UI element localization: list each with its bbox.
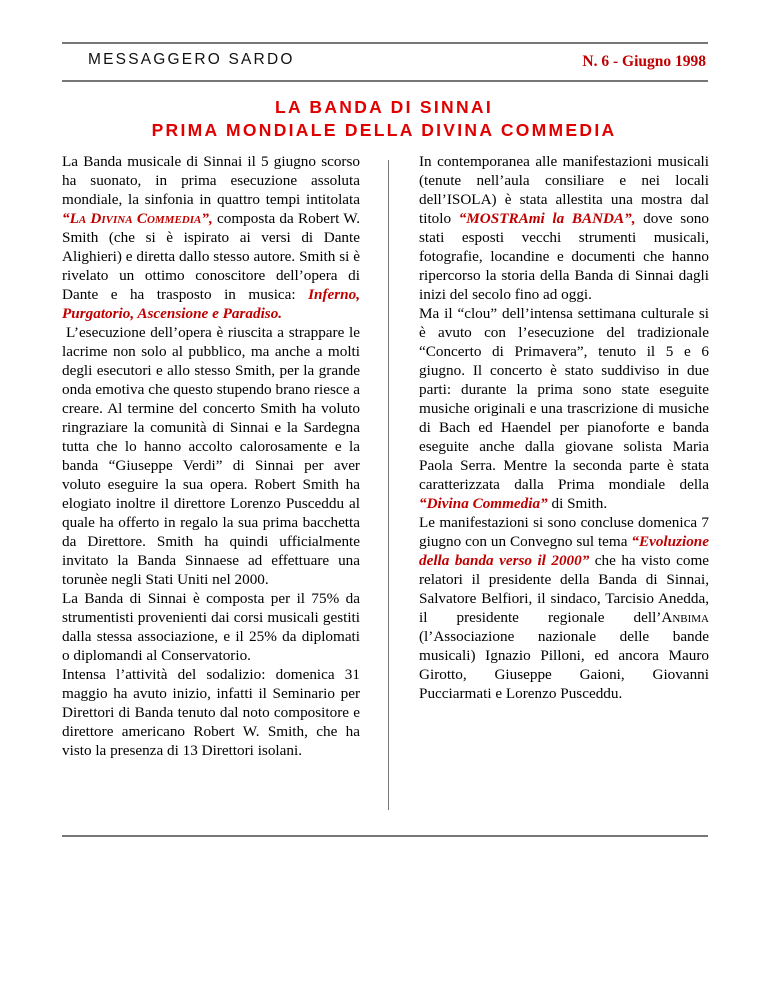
highlight-movements: Inferno, Purgatorio, Ascensione e Paradiso. bbox=[62, 286, 360, 322]
text-run: di Smith. bbox=[547, 495, 608, 512]
article-title-line2: PRIMA MONDIALE DELLA DIVINA COMMEDIA bbox=[151, 120, 617, 140]
text-run: La Banda musicale di Sinnai il 5 giugno scorso ha suonato, in prima esecuzione assoluta mondiale, la sinfonia in quattro tempi intitolata bbox=[62, 153, 360, 208]
text-run: Ma il “clou” dell’intensa settimana culturale si è avuto con l’esecuzione del tradizionale “Concerto di Primavera”, tenuto il 5 e 6 giugno. Il concerto è stato suddiviso in due parti: durante la prima sono state eseguite musiche originali e una trascrizione di musiche di Bach ed Haendel per pianoforte e banda eseguite anche dalla giovane solista Maria Paola Serra. Mentre la seconda parte è stata caratterizzata dalla Prima mondiale della bbox=[419, 305, 709, 493]
right-paragraph-1 bbox=[419, 152, 709, 304]
text-run: (l’Associazione nazionale delle bande musicali) Ignazio Pilloni, ed ancora Mauro Girotto, Giuseppe Gaioni, Giovanni Pucciarmati e Lorenzo Pusceddu. bbox=[419, 628, 709, 702]
header-top-rule bbox=[62, 42, 708, 44]
text-run: che ha visto come relatori il presidente della Banda di Sinnai, Salvatore Belfiori, il sindaco, Tarcisio Anedda, il presidente regionale dell’ bbox=[419, 552, 709, 626]
publication-name: MESSAGGERO SARDO bbox=[88, 51, 295, 68]
right-column bbox=[419, 152, 709, 703]
text-run: composta da Robert W. Smith (che si è ispirato ai versi di Dante Alighieri) e diretta dallo stesso autore. Smith si è rivelato un ottimo conoscitore dell’opera di Dante e ha trasposto in musica: bbox=[62, 210, 361, 303]
text-run: In contemporanea alle manifestazioni musicali (tenute nell’aula consiliare e nei locali dell’ISOLA) è stata allestita una mostra dal titolo bbox=[419, 153, 709, 227]
highlight-divina: “Divina Commedia” bbox=[419, 495, 548, 512]
left-paragraph-1 bbox=[62, 152, 360, 323]
left-paragraph-2: L’esecuzione dell’opera è riuscita a strappare le lacrime non solo al pubblico, ma anche a molti degli esecutori e allo stesso Smith, per la grande onda emotiva che questo stupendo brano riesce a creare. Al termine del concerto Smith ha voluto ringraziare la comunità di Sinnai e la Sardegna tutta che lo hanno accolto calorosamente e la banda “Giuseppe Verdi” di Sinnai per aver voluto eseguire la sua opera. Robert Smith ha elogiato inoltre il direttore Lorenzo Pusceddu al quale ha offerto in regalo la sua prima bacchetta da Direttore. Smith ha quindi ufficialmente invitato la Banda Sinnaese ad effettuare una torunèe negli Stati Uniti nel 2000. bbox=[62, 324, 360, 588]
footer-rule bbox=[62, 835, 708, 837]
highlight-title: “La Divina Commedia”, bbox=[62, 210, 213, 227]
left-paragraph-3: La Banda di Sinnai è composta per il 75% da strumentisti provenienti dai corsi musicali gestiti dalla stessa associazione, e il 25% da diplomati o diplomandi al Conservatorio. bbox=[62, 590, 360, 664]
right-paragraph-2 bbox=[419, 304, 709, 513]
right-paragraph-3 bbox=[419, 513, 709, 703]
text-run: dove sono stati esposti vecchi strumenti musicali, fotografie, locandine e documenti che hanno ripercorso la storia della Banda di Sinnai dagli inizi del secolo fino ad oggi. bbox=[419, 210, 709, 303]
text-run: Le manifestazioni si sono concluse domenica 7 giugno con un Convegno sul tema bbox=[419, 514, 709, 550]
issue-label: N. 6 - Giugno 1998 bbox=[582, 53, 706, 70]
header-bottom-rule bbox=[62, 80, 708, 82]
left-column bbox=[62, 152, 360, 760]
left-paragraph-4: Intensa l’attività del sodalizio: domenica 31 maggio ha avuto inizio, infatti il Seminario per Direttori di Banda tenuto dal noto compositore e direttore americano Robert W. Smith, che ha visto la presenza di 13 Direttori isolani. bbox=[62, 666, 360, 759]
article-title-line1: LA BANDA DI SINNAI bbox=[274, 97, 493, 117]
highlight-theme: “Evoluzione della banda verso il 2000” bbox=[419, 533, 709, 569]
anbima-acronym: Anbima bbox=[661, 609, 709, 626]
column-divider bbox=[388, 160, 389, 810]
highlight-exhibition: “MOSTRAmi la BANDA”, bbox=[458, 210, 636, 227]
